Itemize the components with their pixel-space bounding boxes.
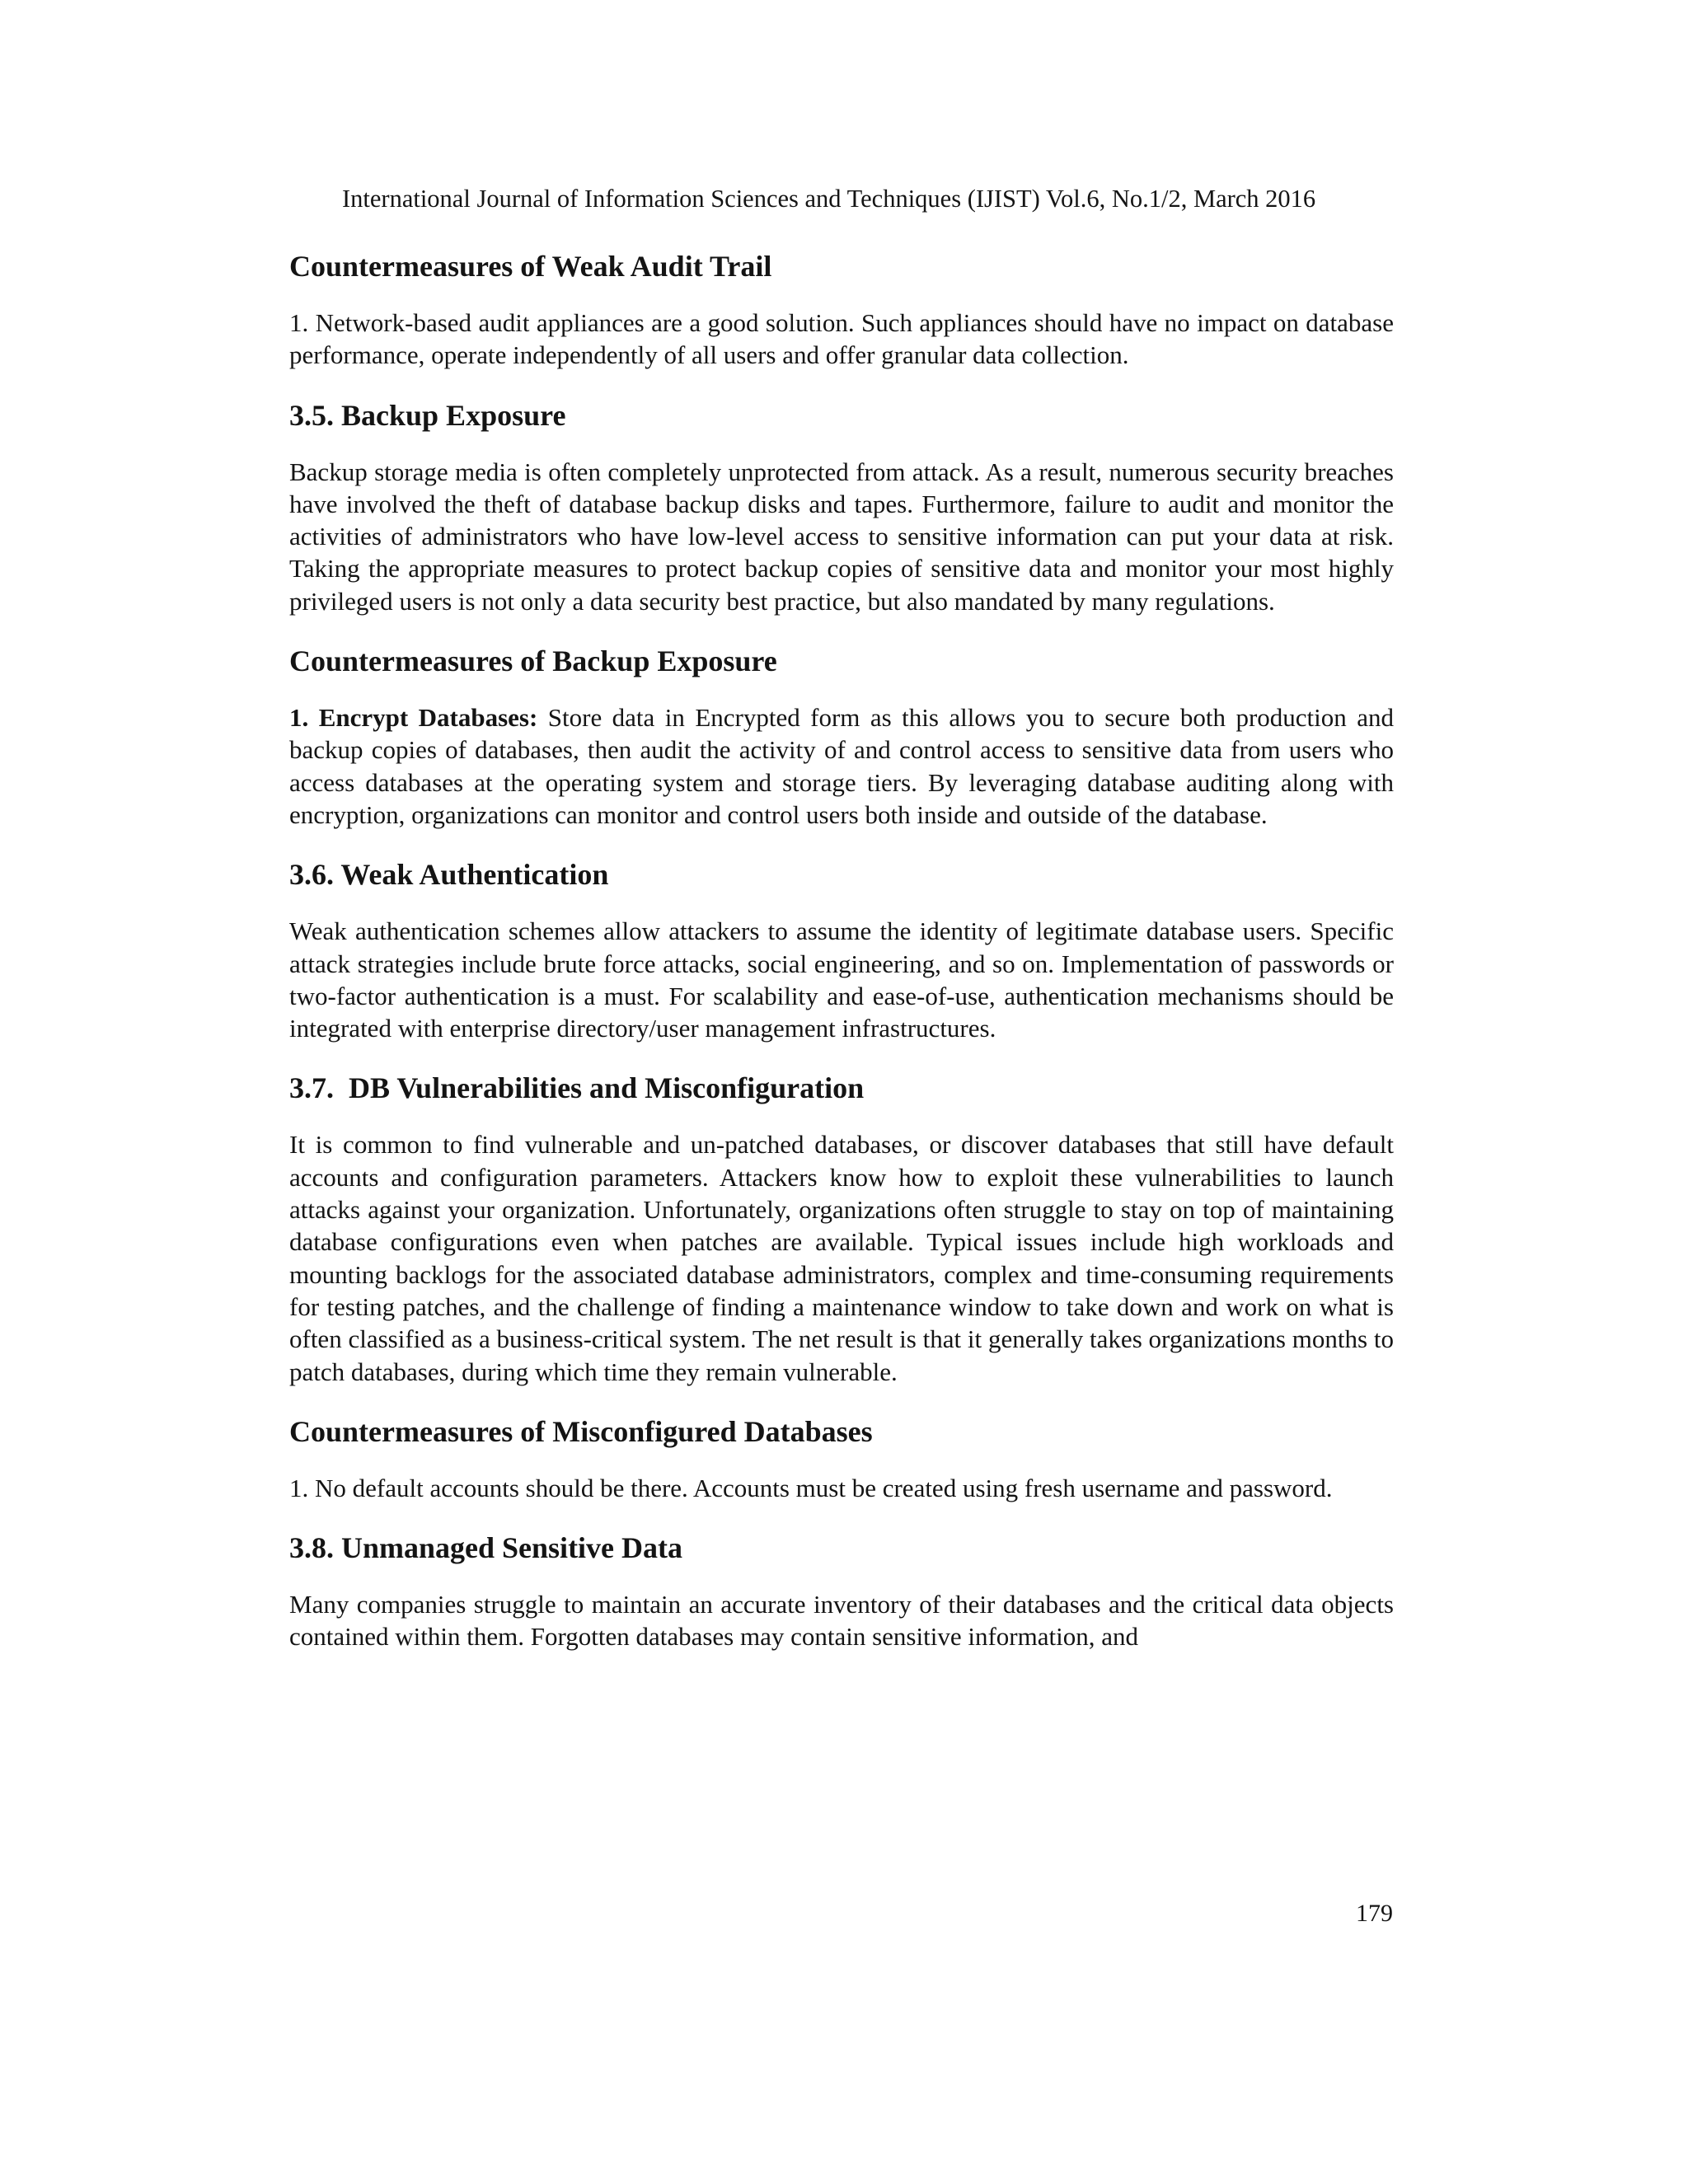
paragraph-weak-authentication: Weak authentication schemes allow attackers to assume the identity of legitimate database users. Specific attack strategies include brute force attacks, social engineering, and so on. Implementation of passwords or two-factor authentication is a must. For scalability and ease-of-use, authentication mechanisms should be integrated with enterprise directory/user management infrastructures. <box>289 916 1394 1043</box>
paragraph-misconfigured-countermeasure: 1. No default accounts should be there. Accounts must be created using fresh username and password. <box>289 1473 1333 1502</box>
heading-weak-authentication: 3.6. Weak Authentication <box>289 858 609 892</box>
paragraph-unmanaged-sensitive-data: Many companies struggle to maintain an accurate inventory of their databases and the critical data objects contained within them. Forgotten databases may contain sensitive information, and <box>289 1590 1394 1652</box>
heading-unmanaged-sensitive-data: 3.8. Unmanaged Sensitive Data <box>289 1531 683 1565</box>
paragraph-audit-countermeasure: 1. Network-based audit appliances are a good solution. Such appliances should have no impact on database performance, operate independently of all users and offer granular data collection. <box>289 308 1394 370</box>
paragraph-backup-exposure: Backup storage media is often completely unprotected from attack. As a result, numerous security breaches have involved the theft of database backup disks and tapes. Furthermore, failure to audit and monitor the activities of administrators who have low-level access to sensitive information can put your data at risk. Taking the appropriate measures to protect backup copies of sensitive data and monitor your most highly privileged users is not only a data security best practice, but also mandated by many regulations. <box>289 457 1394 616</box>
paragraph-db-vulnerabilities: It is common to find vulnerable and un-patched databases, or discover databases that still have default accounts and configuration parameters. Attackers know how to exploit these vulnerabilities to launch attacks against your organization. Unfortunately, organizations often struggle to stay on top of maintaining database configurations even when patches are available. Typical issues include high workloads and mounting backlogs for the associated database administrators, complex and time-consuming requirements for testing patches, and the challenge of finding a maintenance window to take down and work on what is often classified as a business-critical system. The net result is that it generally takes organizations months to patch databases, during which time they remain vulnerable. <box>289 1130 1394 1386</box>
encrypt-databases-text: Store data in Encrypted form as this allows you to secure both production and backup copies of databases, then audit the activity of and control access to sensitive data from users who access databases at the operating system and storage tiers. By leveraging database auditing along with encryption, organizations can monitor and control users both inside and outside of the database. <box>289 703 1394 829</box>
heading-countermeasures-misconfigured: Countermeasures of Misconfigured Databases <box>289 1414 873 1448</box>
heading-backup-exposure: 3.5. Backup Exposure <box>289 398 566 432</box>
page-body <box>289 247 1394 1678</box>
heading-countermeasures-audit-trail: Countermeasures of Weak Audit Trail <box>289 250 772 283</box>
running-header: International Journal of Information Sciences and Techniques (IJIST) Vol.6, No.1/2, March 2016 <box>342 185 1316 213</box>
encrypt-databases-lead: 1. Encrypt Databases: <box>289 703 538 733</box>
heading-countermeasures-backup-exposure: Countermeasures of Backup Exposure <box>289 644 777 678</box>
page-number: 179 <box>1356 1900 1393 1927</box>
heading-db-vulnerabilities: 3.7. DB Vulnerabilities and Misconfiguration <box>289 1071 865 1105</box>
paragraph-encrypt-databases <box>289 701 1394 831</box>
